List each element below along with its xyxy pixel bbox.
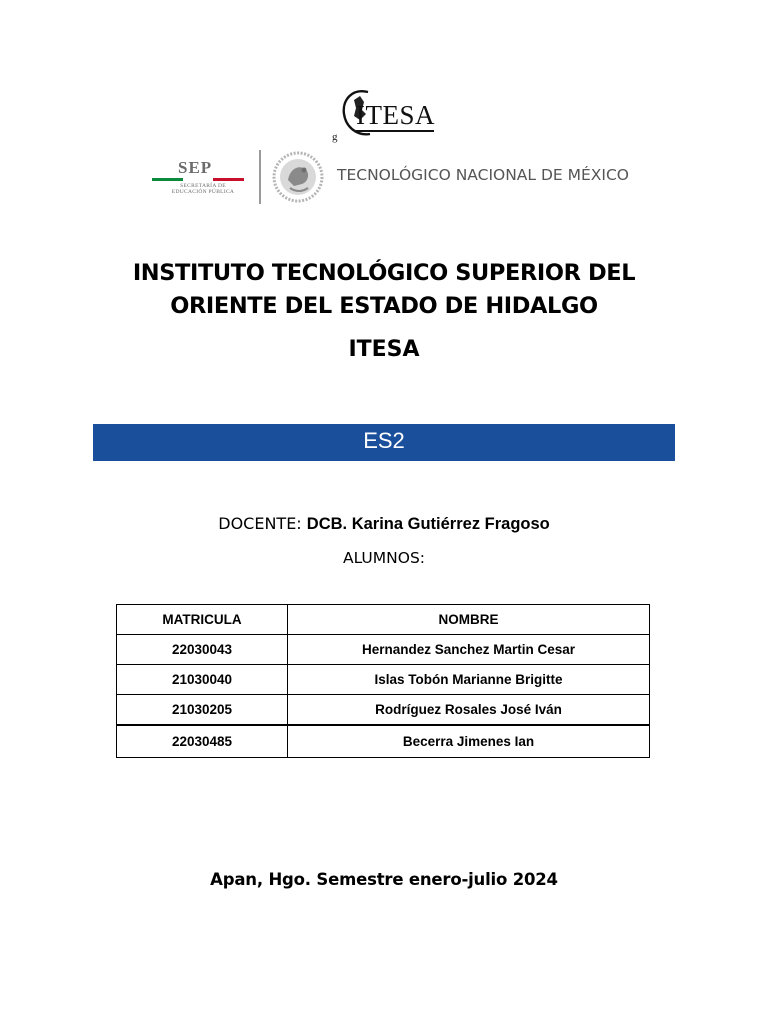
- table-row: [117, 665, 650, 695]
- institution-title: [0, 257, 768, 323]
- stripe-green: [152, 178, 183, 181]
- column-header-nombre: NOMBRE: [288, 605, 650, 635]
- logo-small-letter: g: [332, 131, 338, 143]
- sep-logo: [150, 158, 246, 198]
- subject-code: ES2: [363, 428, 405, 453]
- logo-underline: [356, 130, 434, 132]
- mexico-coat-of-arms-icon: [270, 150, 326, 204]
- stripe-white: [183, 178, 214, 181]
- table-header-row: [117, 605, 650, 635]
- nombre-cell: Hernandez Sanchez Martin Cesar: [288, 635, 650, 665]
- nombre-cell: Islas Tobón Marianne Brigitte: [288, 665, 650, 695]
- teacher-label: DOCENTE:: [218, 514, 307, 533]
- matricula-cell: 21030040: [117, 665, 288, 695]
- footer-location-semester: Apan, Hgo. Semestre enero-julio 2024: [210, 870, 558, 889]
- teacher-name: DCB. Karina Gutiérrez Fragoso: [306, 515, 550, 533]
- sep-flag-stripe: [152, 178, 244, 181]
- institution-title-line1: INSTITUTO TECNOLÓGICO SUPERIOR DEL: [132, 260, 636, 286]
- table-row: [117, 725, 650, 758]
- matricula-cell: 21030205: [117, 695, 288, 726]
- sep-subtitle: [160, 183, 246, 195]
- itesa-logo: [332, 86, 440, 142]
- matricula-cell: 22030043: [117, 635, 288, 665]
- itesa-logo-text: ITESA: [356, 100, 435, 130]
- nombre-cell: Rodríguez Rosales José Iván: [288, 695, 650, 726]
- table-row: [117, 635, 650, 665]
- institution-acronym: ITESA: [348, 337, 420, 362]
- teacher-line: [0, 514, 768, 534]
- institution-title-line2: ORIENTE DEL ESTADO DE HIDALGO: [170, 293, 598, 319]
- nombre-cell: Becerra Jimenes Ian: [288, 725, 650, 758]
- sep-title: SEP: [178, 158, 213, 177]
- column-header-matricula: MATRICULA: [117, 605, 288, 635]
- banner-divider: [259, 150, 261, 204]
- sep-subtitle-line2: EDUCACIÓN PÚBLICA: [171, 189, 235, 195]
- subject-band: [93, 424, 675, 461]
- matricula-cell: 22030485: [117, 725, 288, 758]
- students-table: [116, 604, 650, 758]
- stripe-red: [213, 178, 244, 181]
- table-row: [117, 695, 650, 726]
- students-label: ALUMNOS:: [342, 549, 426, 567]
- sep-subtitle-line1: SECRETARÍA DE: [180, 183, 226, 189]
- tecnm-text: TECNOLÓGICO NACIONAL DE MÉXICO: [337, 166, 630, 184]
